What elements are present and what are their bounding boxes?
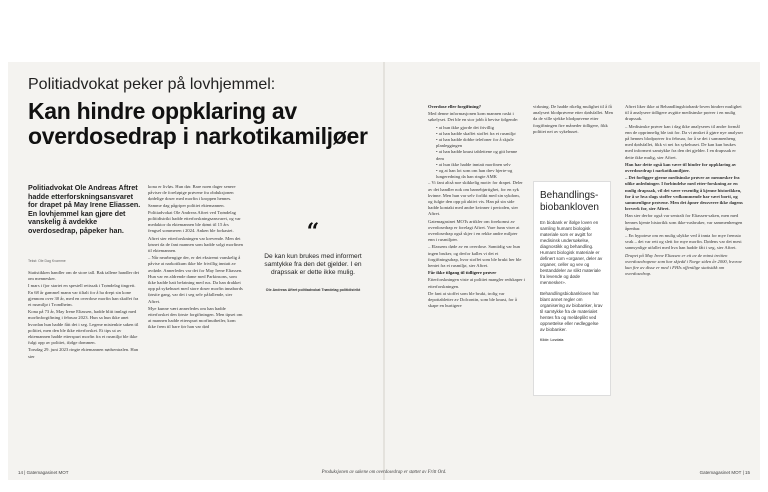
paragraph: Statistikken handler om de store tall. Bak tallene handler det om mennesker. [28, 270, 139, 282]
paragraph: – Vi fant altså noe skikkelig motiv for drapet. Deler av det handler nok om barnebjørtighet, for en syk kvinne. Men hun var selv forlikt med sin sykdom, og fulgte den opp på aktivt vis. Han på sin side hadde kontakt med andre kvinner i perioden, sier Aftret. [428, 180, 523, 217]
paragraph: Aftret liker ikke at Behandlingsbiobank-loven hindrer mulighet til å analysere tidligere avgitte medisinske prøver i en mulig drapssak. [625, 104, 742, 122]
paragraph: Med denne informasjonen kom mannen raskt i søkelyset. Det ble en stor jobb å bevise følgende: [428, 111, 519, 123]
paragraph: Politiadvokat Ole Andreas Aftret ved Trøndelag politidistrikt hadde etterforskningsansvaret, og var medaktor da ektemannen ble dømt til 15 års fengsel sommeren i 2024. Anken ble forkastet. [148, 209, 241, 234]
paragraph: kona er livløs. Hun dør. Bare noen dager senere påviser de foreløpige prøvene fra obduksjonen dødelige doser med morfin i kroppen hennes. Samme dag pågriper politiet ektemannen. [148, 184, 236, 208]
paragraph: De fant at stoffet som ble brukt, trolig var depottabletter av Dolcontin, som ble knust, for å skape en hurtigere [428, 290, 517, 309]
list-item: • at han hadde knust tablettene og gitt henne dem [436, 149, 525, 161]
paragraph: – Når nearbengige der, er det ekstremt vanskelig å påvise at narkotikum ikke ble frivillig inntatt av avdøde. Annerledes var det for May Irene Eliassen. Hun var en aldrende dame med Parkinsons, som ikke hadde hatt befatning med rus. Da han drakket opp på sykehuset med store doser morfin innabords førsite gang, var det i seg selv påfallende, sier Aftret. [148, 255, 243, 304]
fact-box-title: Behandlings-biobankloven [540, 190, 599, 213]
article-headline: Kan hindre oppklaring av overdosedrap i narkotikamiljøer [28, 98, 368, 149]
paragraph: – Medisinske prøver kan i dag ikke analyseres til andre formål enn de opprinnelig ble tatt for. Da vi ønsket å gjøre nye analyser på hennes blodprøver fra februar, for å se det i sammenheng med dødsfallet, fikk vi nei fra sykehuset. De kan kun brukes med informert samtykke fra den det gjelder. I en drapssak er dette ikke mulig, sier Aftret. [625, 123, 743, 160]
article-ingress: Politiadvokat Ole Andreas Aftret hadde etterforskningsansvaret for drapet på May Irene Eliassen. En lovhjemmel kan gjøre det vanskelig å avdekke overdosedrap, påpeker han. [28, 183, 141, 235]
list-item: • at han hadde skaffet stoffet fra et rusmiljø [436, 131, 525, 137]
section-heading: Overdose eller forgiftning? [428, 104, 481, 109]
list-item: • at han hadde dobbe telefoner for å skjule planleggingen [436, 137, 525, 149]
paragraph: Han sier derfor også var sentralt for Eliassen-saken, men med hennes kjente historikk som ikke-rusbruker, var sammenhengen åpenbar. [625, 213, 743, 231]
footer-page-left: 14 | Gatemagasinet MOT [18, 470, 69, 475]
paragraph: Mye kunne vært annerledes om han hadde etterforsket den første forgiftningen. Men tipset om at mannen hadde etterspurt morfinutbetler, kom ikke frem til bare før han var død [148, 305, 243, 330]
article-kicker: Politiadvokat peker på lovhjemmel: [28, 76, 276, 93]
pull-quote [251, 219, 375, 292]
list-item: • og at han lot som om han drev hjerte-og lungeredning da han ringte AMK [436, 168, 525, 180]
paragraph: – Det forligger gjerne medisinske prøver av mennesker fra ulike anledninger. I forbindelse med etter-forskning av en mulig drapssak, vil det være vesentlig å kjenne historikken, for å se hva slags stoffer vedkommende har vært borti, og sammenligne prøvene. Men det åpner dessverre ikke dagens lovverk for, sier Aftret. [625, 175, 743, 212]
list-item: • at hun ikke gjorde det frivillig [436, 125, 525, 131]
paragraph: Aftret sier etterforskningen var krevende. Men det løsnet da de fant mannen som hadde solgt morfinen til ektemannen. [148, 235, 243, 254]
column-2 [148, 184, 243, 332]
quote-source: Ole Andreas Aftret politiadvokat Trøndelag politidistrikt [265, 287, 361, 292]
column-5 [625, 104, 743, 278]
column-4 [533, 104, 618, 136]
bullet-list [428, 125, 525, 181]
footer-credit: Produksjonen av sakene om overdosedrap er støttet av Fritt Ord. [321, 470, 447, 475]
footer-page-right: Gatemagasinet MOT | 15 [699, 470, 750, 475]
section-heading: Får ikke tilgang til tidligere prøver [428, 270, 497, 276]
fact-box-paragraph: Behandlingsbiobankloven har blant annet regler om organisering av biobanker, krav til samtykke fra de materialet hentes fra og meldeplikt ved oppnettelse eller nedleggelse av biobanker. [540, 291, 603, 332]
quote-text: De kan kun brukes med informert samtykke fra den det gjelder. I en drapssak er dette ikke mulig. [264, 253, 362, 277]
column-3 [428, 104, 525, 311]
paragraph: Drapet på May Irene Eliassen er ett av de minst trettien overdosedrapene som har skjedd i Norge siden år 2000, hvorav kun fire av disse er med i FHIs offentlige statistikk om overdosedrap. [625, 252, 742, 277]
byline: Tekst: Ole Dag Kvamme [28, 259, 66, 263]
paragraph: – Elassens døde av en overdose. Samtidig var hun ingen bruker, og derfor kalles vi det et forgiftningsdrap, hvor stoffet som ble brukt her ble hentet fra et rusmiljø, sier Aftret. [428, 244, 522, 269]
paragraph: Kona på 73 år, May Irene Eliassen, hadde blitt innlagt med morfinforgiftning i februar 2023. Hun sa hun ikke anet hvordan hun hadde fått det i seg. Legene mistenkte saken til politiet, men den ble ikke etterforsket. Et tips ut av ektemannen hadde etterspurt morfin fra et rusmiljø ble ikke fulgt opp av politiet, ifølge dommen. [28, 309, 139, 346]
fact-box [533, 181, 611, 396]
quote-mark-icon: “ [306, 219, 320, 245]
paragraph: virkning. De hadde rikelig mulighet til å få analysert blodprøvene etter dødsfallet. Men da de ville sjekke blodprøvene etter forgiftningen fire måneder tidligere, fikk politiet nei av sykehuset. [533, 104, 613, 134]
paragraph: Etterforskningen viste at politiet mangler redskaper i etterforskningen. [428, 277, 525, 289]
fact-box-source: Kilde: Lovdata [540, 338, 564, 342]
paragraph: – En hypotese om en mulig ulykke ved å innta for mye fremsto svak – det var rett og slett for mye morfin. Dødens var det mest sannsynlige utfallet med hva han hadde fått i seg, sier Aftret. [625, 233, 742, 251]
list-item: • at hun ikke hadde inntatt morfinen selv [436, 162, 525, 168]
paragraph: I mars i fjor startet en spesiell rettssak i Trøndelag tingrett. En 68 år gammel mann var tiltalt for å ha drept sin kone gjennom over 30 år, med en overdose morfin han skaffet fra et rusmiljø i Trondheim. [28, 283, 139, 308]
paragraph: Gatemagasinet MOTs artikler om forekomst av overdosedrap er forelagt Aftret. Vare funn viser at overdosedrap også skjer i en rekke andre miljøer enn i rusmiljøer. [428, 218, 520, 243]
fact-box-paragraph: En biobank er ifølge loven en samling humant biologisk materiale som er avgitt for medisinsk undersøkelse, diagnostikk og behandling. Humant biologisk materiale er definert som «organer, deler av organer, celler og vev og bestanddeler av slikt materiale fra levende og døde mennesker». [540, 220, 603, 285]
column-1 [28, 270, 140, 361]
paragraph: Han har dette også kan være til hinder for oppklaring av overdosedrap i narkotikamiljøer. [625, 161, 737, 174]
paragraph: Torsdag 29. juni 2023 ringte ektemannen nødsentralen. Han sier [28, 347, 139, 359]
